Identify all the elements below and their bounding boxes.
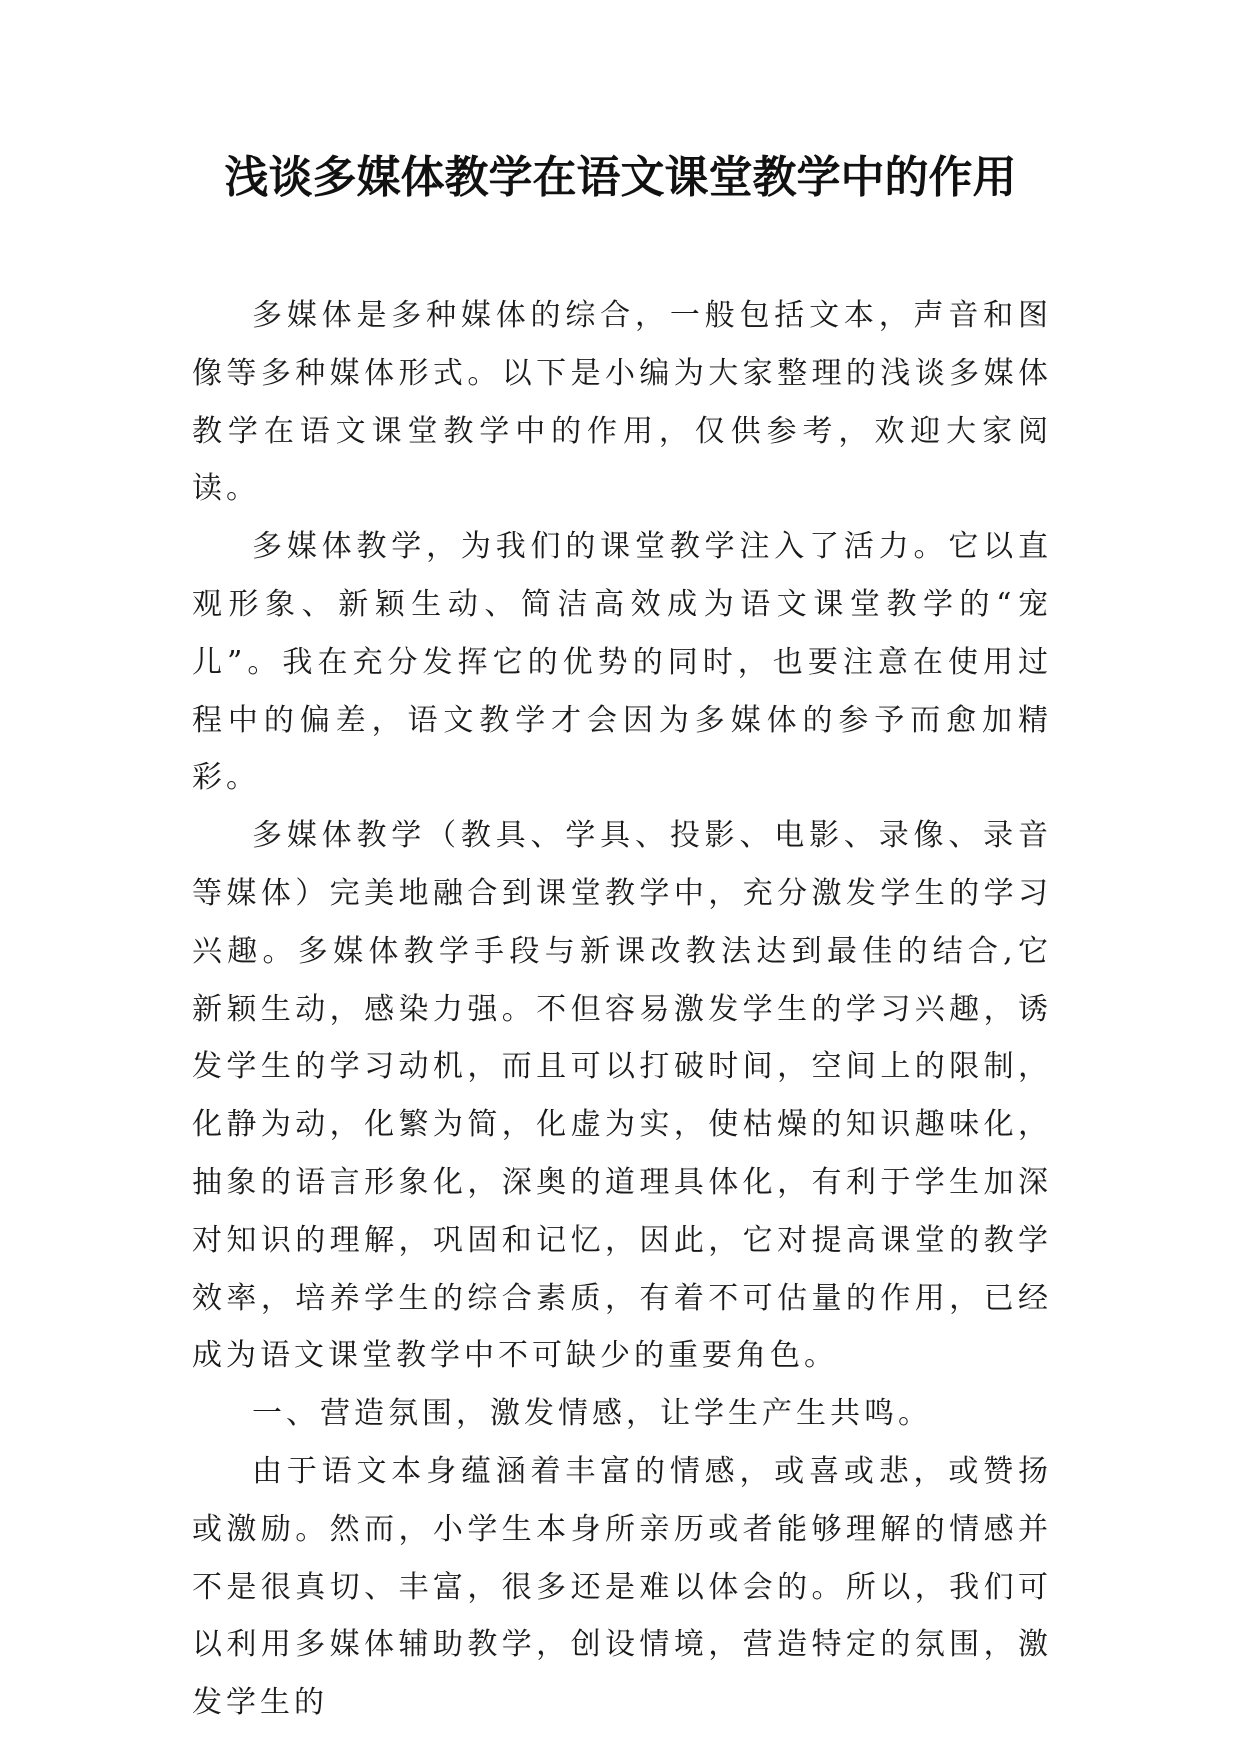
document-body — [192, 287, 1052, 1732]
paragraph-integration: 多媒体教学（教具、学具、投影、电影、录像、录音等媒体）完美地融合到课堂教学中，充分激发学生的学习兴趣。多媒体教学手段与新课改教法达到最佳的结合,它新颖生动，感染力强。不但容易激发学生的学习兴趣，诱发学生的学习动机，而且可以打破时间，空间上的限制，化静为动，化繁为简，化虚为实，使枯燥的知识趣味化，抽象的语言形象化，深奥的道理具体化，有利于学生加深对知识的理解，巩固和记忆，因此，它对提高课堂的教学效率，培养学生的综合素质，有着不可估量的作用，已经成为语文课堂教学中不可缺少的重要角色。 — [192, 818, 1052, 1374]
paragraph-vitality: 多媒体教学，为我们的课堂教学注入了活力。它以直观形象、新颖生动、简洁高效成为语文课堂教学的“宠儿”。我在充分发挥它的优势的同时，也要注意在使用过程中的偏差，语文教学才会因为多媒体的参予而愈加精彩。 — [192, 529, 1052, 796]
section-heading-1: 一、营造氛围，激发情感，让学生产生共鸣。 — [252, 1396, 932, 1432]
paragraph-emotion: 由于语文本身蕴涵着丰富的情感，或喜或悲，或赞扬或激励。然而，小学生本身所亲历或者能够理解的情感并不是很真切、丰富，很多还是难以体会的。所以，我们可以利用多媒体辅助教学，创设情境，营造特定的氛围，激发学生的 — [192, 1453, 1052, 1721]
paragraph-intro: 多媒体是多种媒体的综合，一般包括文本，声音和图像等多种媒体形式。以下是小编为大家整理的浅谈多媒体教学在语文课堂教学中的作用，仅供参考，欢迎大家阅读。 — [192, 298, 1052, 507]
document-title: 浅谈多媒体教学在语文课堂教学中的作用 — [224, 152, 1017, 203]
